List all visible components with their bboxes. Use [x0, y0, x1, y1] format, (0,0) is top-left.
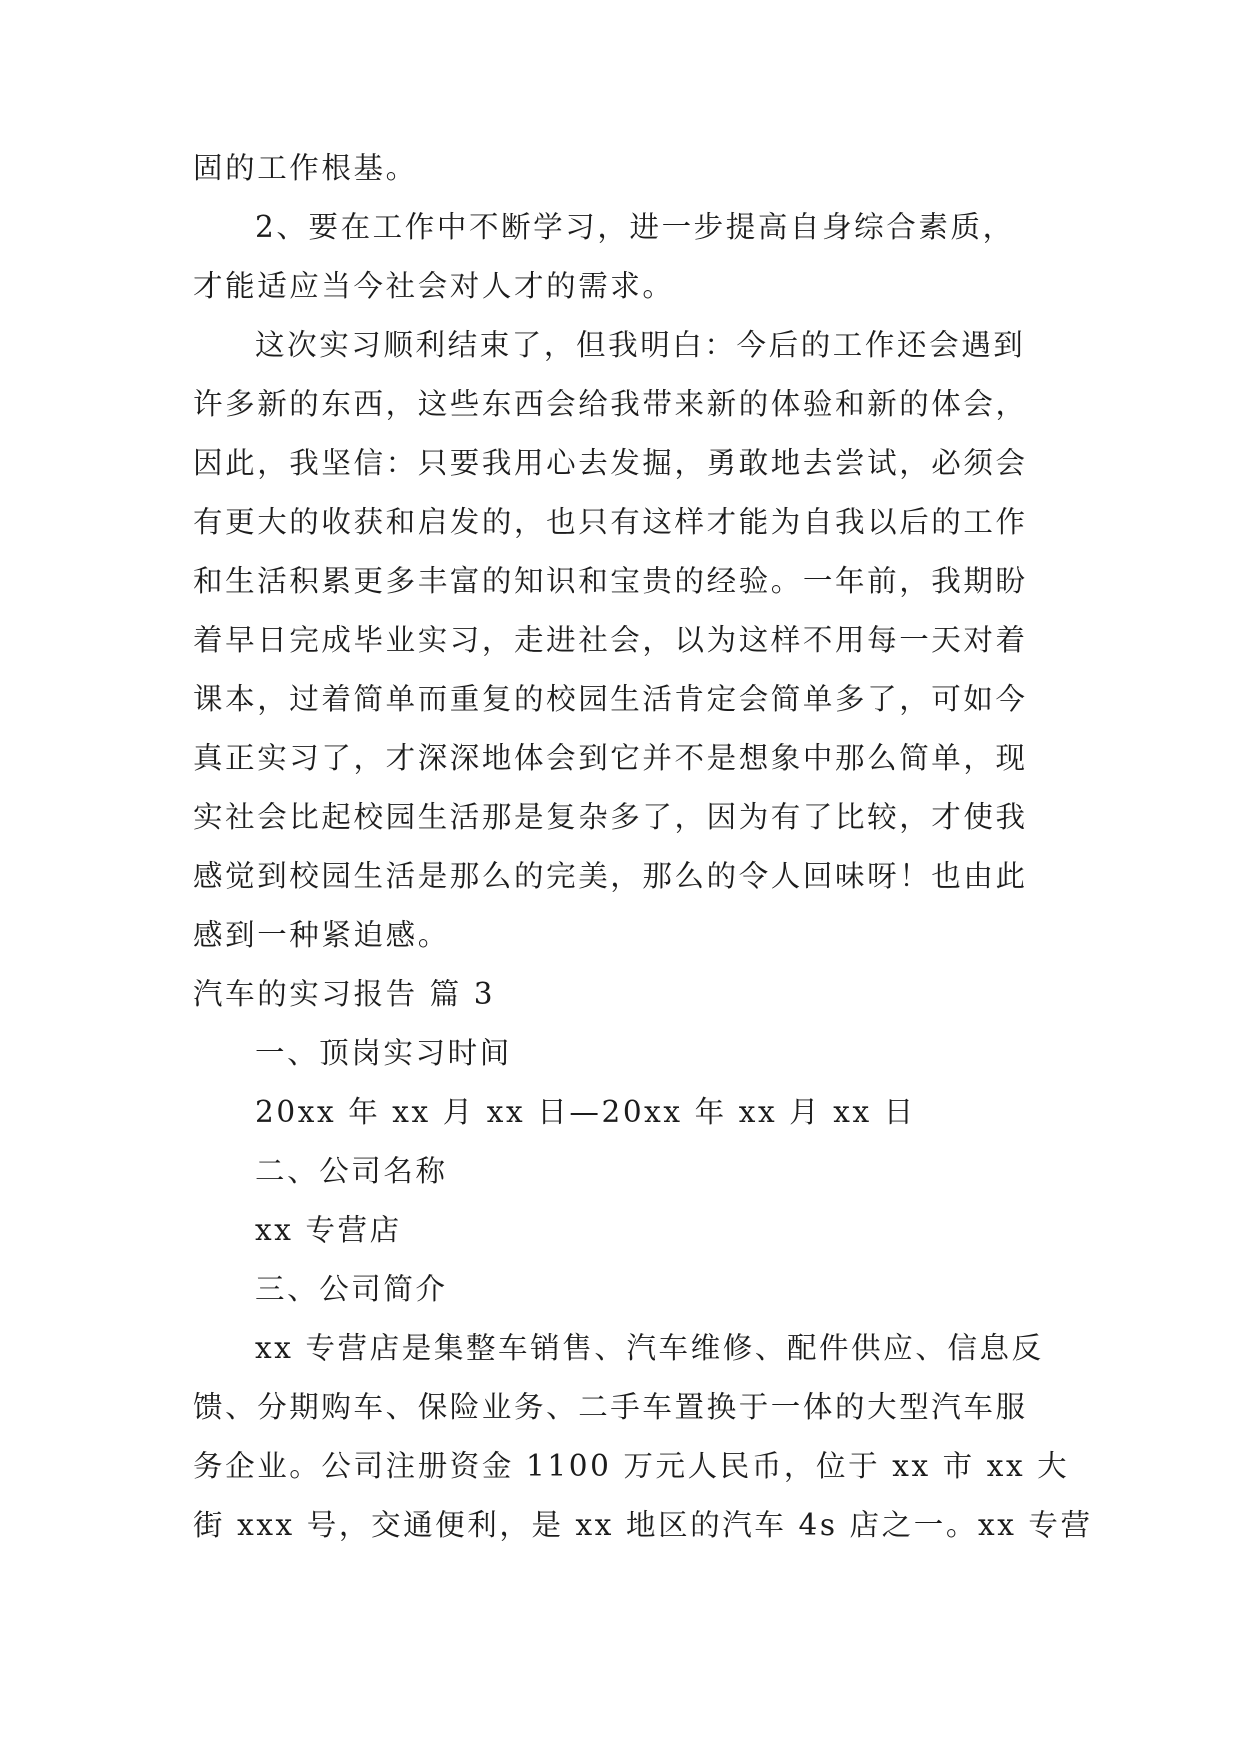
text-line: 着早日完成毕业实习，走进社会，以为这样不用每一天对着 — [193, 623, 1028, 657]
text-line: 课本，过着简单而重复的校园生活肯定会简单多了，可如今 — [193, 682, 1028, 716]
text-line: 三、公司简介 — [255, 1272, 448, 1306]
text-line: xx 专营店是集整车销售、汽车维修、配件供应、信息反 — [255, 1331, 1044, 1365]
text-line: 街 xxx 号，交通便利，是 xx 地区的汽车 4s 店之一。xx 专营 — [193, 1508, 1093, 1542]
text-line: 20xx 年 xx 月 xx 日—20xx 年 xx 月 xx 日 — [255, 1095, 916, 1129]
text-line: 和生活积累更多丰富的知识和宝贵的经验。一年前，我期盼 — [193, 564, 1028, 598]
text-line: 二、公司名称 — [255, 1154, 448, 1188]
text-line: 真正实习了，才深深地体会到它并不是想象中那么简单，现 — [193, 741, 1028, 775]
text-line: 2、要在工作中不断学习，进一步提高自身综合素质， — [255, 210, 1015, 244]
text-line: 感到一种紧迫感。 — [193, 918, 450, 952]
text-line: xx 专营店 — [255, 1213, 402, 1247]
text-line: 感觉到校园生活是那么的完美，那么的令人回味呀！也由此 — [193, 859, 1028, 893]
section-heading: 汽车的实习报告 篇 3 — [193, 977, 496, 1011]
text-line: 务企业。公司注册资金 1100 万元人民币，位于 xx 市 xx 大 — [193, 1449, 1070, 1483]
text-line: 有更大的收获和启发的，也只有这样才能为自我以后的工作 — [193, 505, 1028, 539]
text-line: 这次实习顺利结束了，但我明白：今后的工作还会遇到 — [255, 328, 1026, 362]
text-line: 一、顶岗实习时间 — [255, 1036, 512, 1070]
text-line: 才能适应当今社会对人才的需求。 — [193, 269, 675, 303]
text-line: 因此，我坚信：只要我用心去发掘，勇敢地去尝试，必须会 — [193, 446, 1028, 480]
text-line: 实社会比起校园生活那是复杂多了，因为有了比较，才使我 — [193, 800, 1028, 834]
text-line: 馈、分期购车、保险业务、二手车置换于一体的大型汽车服 — [193, 1390, 1028, 1424]
text-line: 固的工作根基。 — [193, 151, 418, 185]
text-line: 许多新的东西，这些东西会给我带来新的体验和新的体会， — [193, 387, 1028, 421]
